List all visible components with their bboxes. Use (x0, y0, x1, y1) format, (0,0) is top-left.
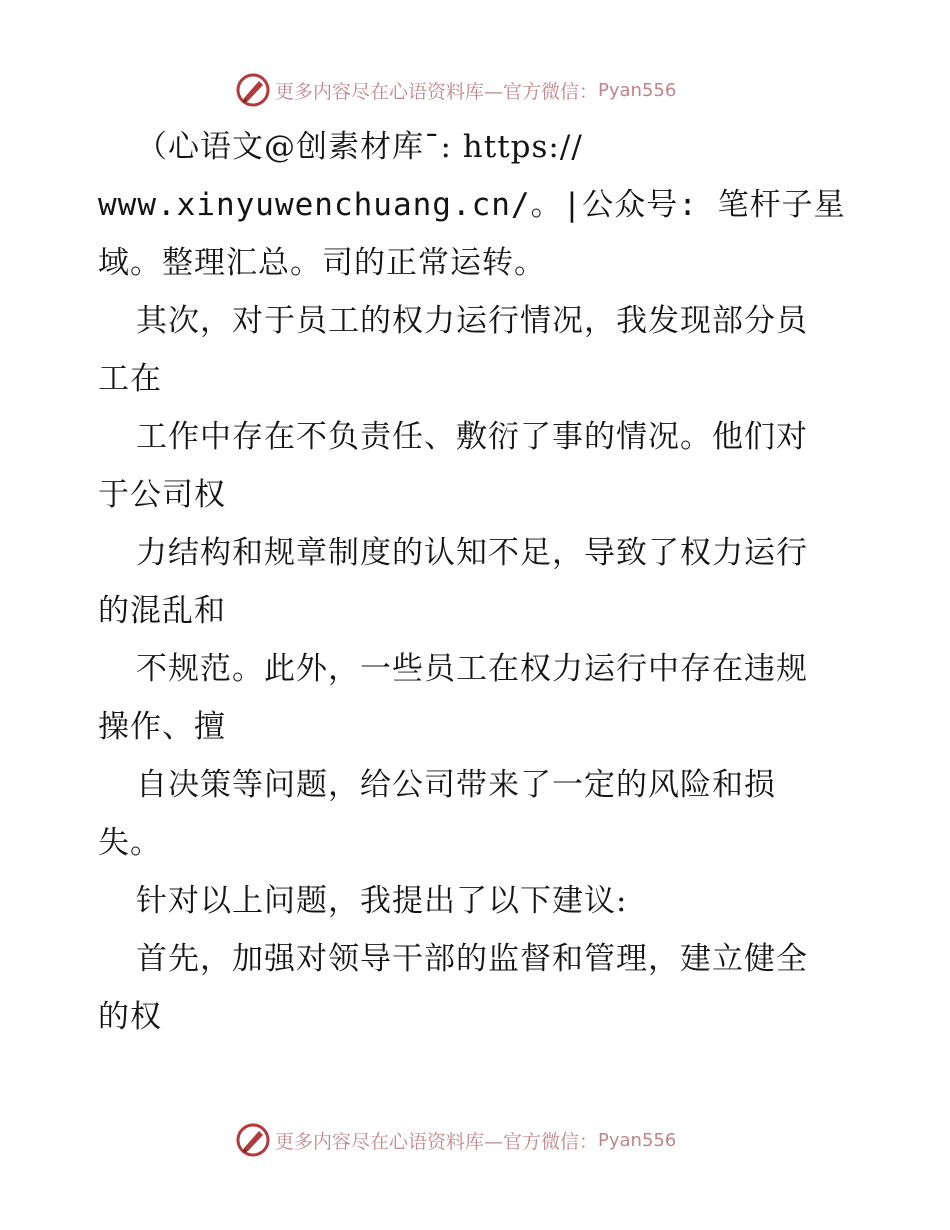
document-body (98, 118, 858, 1046)
text-line-7: 于公司权 (98, 477, 226, 513)
text-line-11: 操作、擅 (98, 709, 226, 745)
header-watermark (235, 72, 676, 108)
watermark-wechat-id: Pyan556 (598, 1129, 677, 1151)
text-line-3: 域。整理汇总。司的正常运转。 (98, 245, 546, 281)
footer-watermark (235, 1122, 676, 1158)
text-line-6: 工作中存在不负责任、敷衍了事的情况。他们对 (136, 419, 808, 455)
red-pen-seal-icon (235, 72, 271, 108)
text-line-9: 的混乱和 (98, 593, 226, 629)
watermark-main-text: 更多内容尽在心语资料库—官方微信： (275, 80, 599, 103)
text-line-14: 针对以上问题，我提出了以下建议: (136, 883, 628, 919)
text-line-12: 自决策等问题，给公司带来了一定的风险和损 (136, 767, 776, 803)
text-line-13: 失。 (98, 825, 162, 861)
text-line-1: （心语文@创素材库¯: https:// (136, 129, 583, 165)
text-line-8: 力结构和规章制度的认知不足，导致了权力运行 (136, 535, 808, 571)
text-line-4: 其次，对于员工的权力运行情况，我发现部分员 (136, 303, 808, 339)
text-line-16: 的权 (98, 999, 162, 1035)
text-line-2: www.xinyuwenchuang.cn/。|公众号: 笔杆子星 (98, 187, 846, 223)
text-line-5: 工在 (98, 361, 162, 397)
red-pen-seal-icon (235, 1122, 271, 1158)
watermark-main-text: 更多内容尽在心语资料库—官方微信： (275, 1130, 599, 1153)
text-line-15: 首先，加强对领导干部的监督和管理，建立健全 (136, 941, 808, 977)
text-line-10: 不规范。此外，一些员工在权力运行中存在违规 (136, 651, 808, 687)
watermark-wechat-id: Pyan556 (598, 79, 677, 101)
